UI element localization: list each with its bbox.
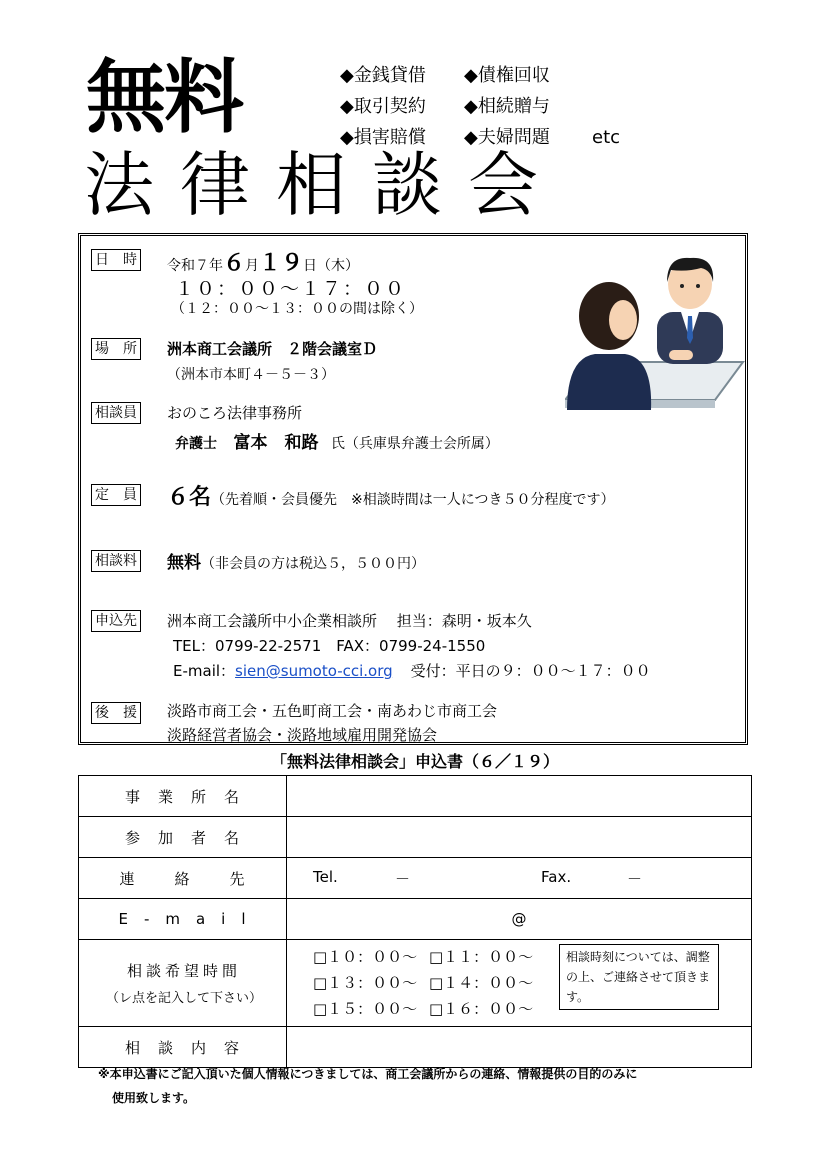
time-slot-checkbox[interactable]: □１６：００～ <box>429 1000 534 1018</box>
capacity-value: ６名（先着順・会員優先 ※相談時間は一人につき５０分程度です） <box>167 485 615 510</box>
table-row <box>79 776 752 817</box>
contact-label: 連絡先 <box>79 858 287 899</box>
date-value: 令和７年６月１９日（木） <box>167 251 360 276</box>
topic-item: ◆債権回収 <box>464 65 550 86</box>
time-slot-checkbox[interactable]: □１３：００～ <box>313 974 418 992</box>
consultant-label: 相談員 <box>91 402 141 424</box>
support-label: 後援 <box>91 702 141 724</box>
support-line-2: 淡路経営者協会・淡路地域雇用開発協会 <box>167 726 438 744</box>
email-label: E-mail <box>79 899 287 940</box>
consultant-lawyer: 弁護士 富本 和路 氏（兵庫県弁護士会所属） <box>175 433 499 453</box>
company-label: 事業所名 <box>79 776 287 817</box>
email-field[interactable] <box>287 899 752 940</box>
place-label: 場所 <box>91 338 141 360</box>
time-slot-checkbox[interactable]: □１５：００～ <box>313 1000 418 1018</box>
fee-label: 相談料 <box>91 550 141 572</box>
attendee-label: 参加者名 <box>79 817 287 858</box>
topic-list <box>340 60 620 153</box>
topic-item: ◆相続贈与 <box>464 96 550 117</box>
fax-label: Fax. <box>541 868 572 886</box>
privacy-note: ※本申込書にご記入頂いた個人情報につきましては、商工会議所からの連絡、情報提供の目的のみに 使用致します。 <box>98 1067 638 1105</box>
email-link[interactable]: sien@sumoto-cci.org <box>235 662 393 680</box>
capacity-label: 定員 <box>91 484 141 506</box>
place-value: 洲本商工会議所 ２階会議室Ｄ <box>167 340 378 358</box>
topic-etc: etc <box>592 127 621 148</box>
table-row <box>79 940 752 1027</box>
table-row <box>79 817 752 858</box>
email-at: @ <box>511 910 527 928</box>
time-slot-checkbox[interactable]: □１４：００～ <box>429 974 534 992</box>
apply-org: 洲本商工会議所中小企業相談所 担当：森明・坂本久 <box>167 612 532 630</box>
info-box <box>78 233 748 745</box>
date-label: 日時 <box>91 249 141 271</box>
attendee-field[interactable] <box>287 817 752 858</box>
support-line-1: 淡路市商工会・五色町商工会・南あわじ市商工会 <box>167 702 498 720</box>
time-label: 相談希望時間 （レ点を記入して下さい） <box>79 940 287 1027</box>
content-label: 相談内容 <box>79 1027 287 1068</box>
apply-phone: TEL：0799-22-2571 FAX：0799-24-1550 <box>173 637 486 655</box>
form-title: 「無料法律相談会」申込書（６／１９） <box>270 752 559 771</box>
time-slot-checkbox[interactable]: □１１：００～ <box>429 948 534 966</box>
consultation-illustration <box>565 250 745 415</box>
time-slots <box>287 940 752 1027</box>
topic-item: ◆金銭貸借 <box>340 65 426 86</box>
tel-label: Tel. <box>313 868 338 886</box>
topic-item: ◆夫婦問題 <box>464 127 550 148</box>
apply-email-line: E-mail：sien@sumoto-cci.org 受付：平日の９：００～１７：００ <box>173 662 651 680</box>
topic-item: ◆損害賠償 <box>340 127 426 148</box>
fee-value: 無料（非会員の方は税込５，５００円） <box>167 553 425 573</box>
contact-field[interactable] <box>287 858 752 899</box>
time-note: （１２：００～１３：００の間は除く） <box>171 301 423 317</box>
table-row <box>79 899 752 940</box>
apply-label: 申込先 <box>91 610 141 632</box>
tel-dash: － <box>395 870 411 888</box>
fax-dash: － <box>627 870 643 888</box>
title-free: 無料 <box>86 51 242 144</box>
consultant-office: おのころ法律事務所 <box>167 404 303 422</box>
application-form <box>78 775 752 1068</box>
place-address: （洲本市本町４－５－３） <box>167 367 335 383</box>
page-title: 法律相談会 <box>84 144 564 226</box>
company-field[interactable] <box>287 776 752 817</box>
time-value: １０：００～１７：００ <box>175 278 407 300</box>
time-slot-checkbox[interactable]: □１０：００～ <box>313 948 418 966</box>
table-row <box>79 858 752 899</box>
time-note-box: 相談時刻については、調整の上、ご連絡させて頂きます。 <box>559 944 719 1010</box>
topic-item: ◆取引契約 <box>340 96 426 117</box>
